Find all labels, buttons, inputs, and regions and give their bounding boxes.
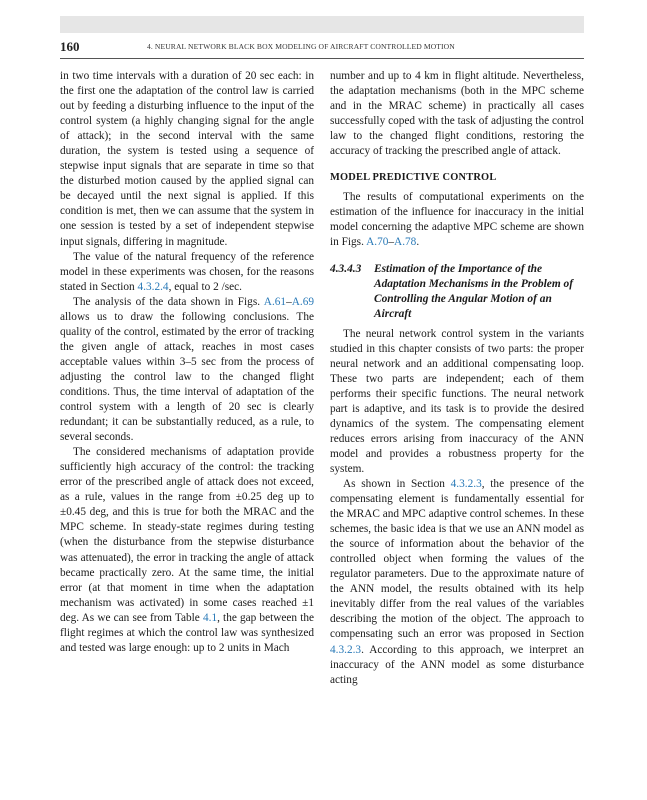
left-column [60, 69, 314, 656]
page-number: 160 [60, 39, 80, 54]
text-span: , the gap between the flight regimes at which the control law was synthesized and tested was large enough: up to 2 units in Mach [60, 611, 315, 654]
table-link[interactable]: 4.1 [202, 611, 218, 624]
running-head: 4. NEURAL NETWORK BLACK BOX MODELING OF AIRCRAFT CONTROLLED MOTION [147, 42, 455, 51]
text-span: The considered mechanisms of adaptation provide sufficiently high accuracy of the control: the tracking error of the prescribed angle of attack does not exceed, as a rule, values in the range from ±0.25 deg up to ±0.45 deg, and this is true for both the MRAC and the MPC scheme. In steady-state regimes during testing (when the disturbance from the stepwise disturbance was attenuated), the error in tracking the angle of attack became practically zero. At the same time, the initial error (at that moment in time when the adaptation mechanism was activated) in some cases reached ±1 deg. As we can see from Table [60, 446, 314, 624]
figure-link[interactable]: A.61 [263, 295, 287, 308]
text-span: As shown in Section [343, 477, 451, 490]
section-link[interactable]: 4.3.2.3 [330, 643, 362, 656]
text-span: , the presence of the compensating element is fundamentally essential for the MRAC and MPC adaptive control schemes. In these schemes, the basic idea is that we use an ANN model as the source of information about the behavior of the controlled object when forming the values of the regulator parameters. Due to the approximate nature of the ANN model, the results obtained with its help inevitably differ from the real values of the variables describing the motion of the object. The approach to compensating such an error was proposed in Section [330, 477, 584, 641]
right-paragraph-3: The neural network control system in the variants studied in this chapter consists of two parts: the proper neural network and an additional compensating loop. These two parts are independent; each of them performs their specific functions. The neural network part is adaptive, and its task is to provide the desired dynamics of the system. The compensating element reduces errors arising from inaccuracy of the ANN model and provides a robustness property for the system. [330, 327, 584, 475]
left-paragraph-1: in two time intervals with a duration of 20 sec each: in the first one the adaptation of the control law is carried out by feeding a disturbing influence to the input of the control system (a highly changing signal for the angle of attack); in the second interval with the same duration, the system is tested using a sequence of stepwise input signals that are separate in time so that the disturbed motion caused by the applied signal can be decayed until the next signal is applied. If this condition is met, then we can assume that the system in one session is tested by a set of independent stepwise input signals, differing in magnitude. [60, 70, 314, 248]
top-gray-band [60, 16, 584, 33]
page-header [60, 38, 584, 59]
right-paragraph-1: number and up to 4 km in flight altitude. Nevertheless, the adaptation mechanisms (both in the MPC scheme and in the MRAC scheme) in practically all cases successfully coped with the task of adjusting the control law to the changed flight conditions, restoring the accuracy of tracking the prescribed angle of attack. [330, 70, 584, 158]
subsection-number: 4.3.4.3 [330, 262, 362, 275]
subsection-title: Estimation of the Importance of the Adaptation Mechanisms in the Problem of Controlling the Angular Motion of an Aircraft [374, 262, 574, 320]
right-column [330, 69, 584, 688]
text-span: . According to this approach, we interpret an inaccuracy of the ANN model as some disturbance acting [330, 643, 584, 686]
text-span: The value of the natural frequency of the reference model in these experiments was chosen, for the reasons stated in Section [60, 250, 314, 293]
left-paragraph-4 [60, 445, 314, 656]
text-span: allows us to draw the following conclusions. The quality of the control, estimated by the error of tracking the given angle of attack, reaches in most cases acceptable values within 3–5 sec from the process of adjusting the control law to the changed flight conditions. Thus, the time interval of adaptation of the control system with a length of 20 sec is clearly redundant; it can be substantially reduced, as a rule, to several seconds. [60, 310, 314, 444]
text-span: , equal to 2 /sec. [168, 280, 242, 293]
subsection-heading [330, 262, 584, 322]
right-paragraph-4 [330, 477, 584, 688]
figure-link[interactable]: A.69 [291, 295, 314, 308]
text-span: – [388, 236, 395, 249]
right-paragraph-2 [330, 190, 584, 250]
text-span: . [416, 236, 420, 249]
left-paragraph-3 [60, 295, 314, 445]
mpc-heading: MODEL PREDICTIVE CONTROL [330, 172, 497, 184]
left-paragraph-2 [60, 250, 314, 295]
text-span: The results of computational experiments on the estimation of the influence for inaccuracy in the initial model concerning the adaptive MPC scheme are shown in Figs. [330, 191, 584, 249]
section-link[interactable]: 4.3.2.3 [450, 477, 482, 490]
text-span: – [286, 295, 292, 308]
text-span: The analysis of the data shown in Figs. [73, 295, 264, 308]
figure-link[interactable]: A.78 [394, 236, 417, 249]
figure-link[interactable]: A.70 [366, 236, 389, 249]
section-link[interactable]: 4.3.2.4 [137, 280, 169, 293]
